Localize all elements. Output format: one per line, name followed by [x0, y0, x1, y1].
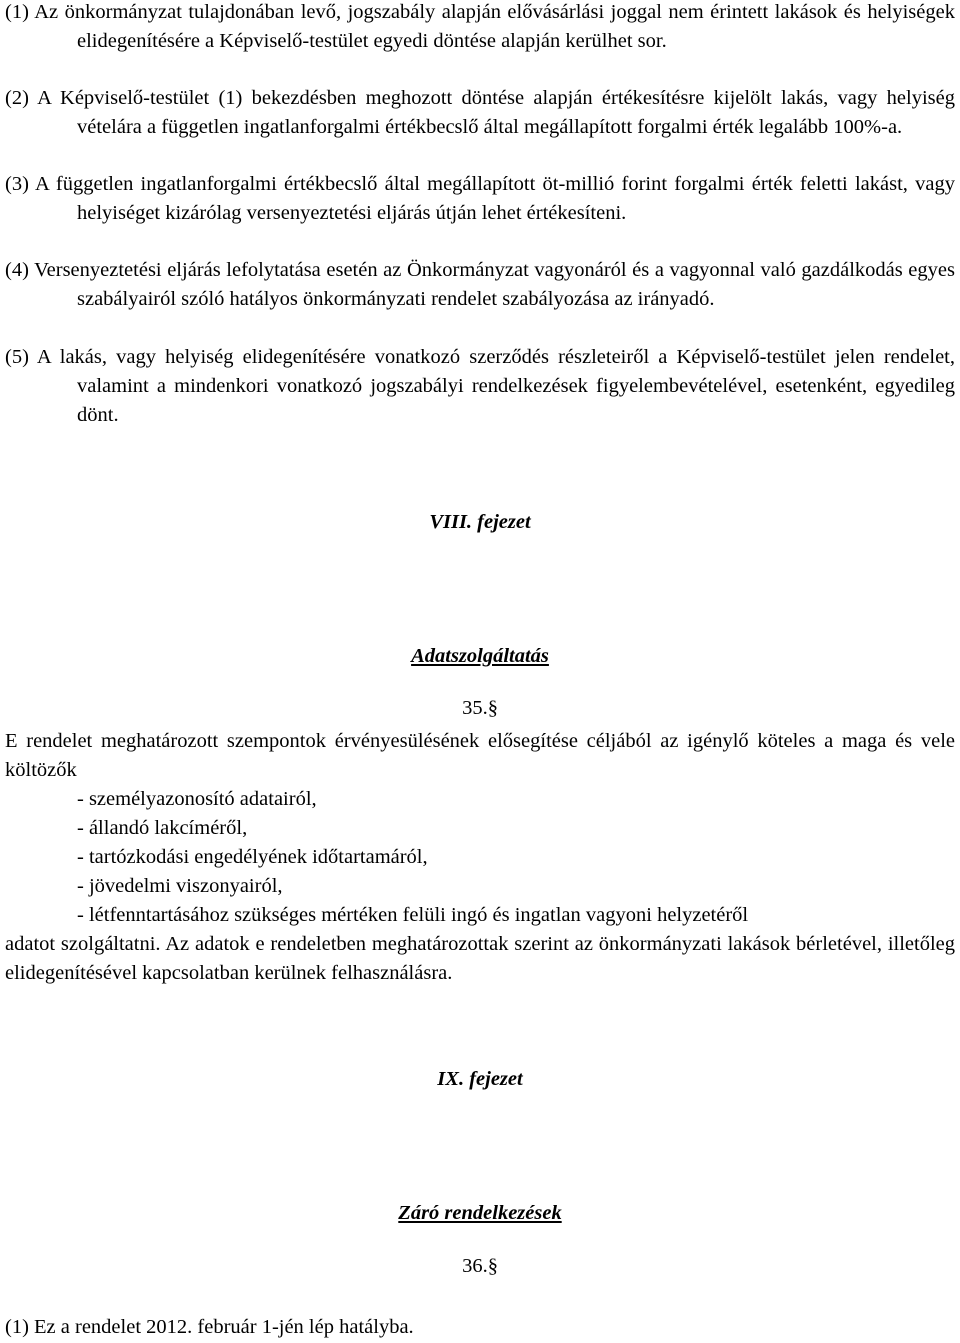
data-items-list [77, 785, 947, 930]
section-number-35: 35.§ [462, 697, 498, 719]
chapter-title-adatszolgaltatas [0, 645, 960, 668]
paragraph-2: (2) A Képviselő-testület (1) bekezdésben meghozott döntése alapján értékesítésre kijelölt lakás, vagy helyiség vételára a független ingatlanforgalmi értékbecslő által megállapított forgalmi érték legalább 100%-a. [5, 87, 955, 138]
chapter-title-text: Adatszolgáltatás [411, 645, 549, 667]
paragraph-5: (5) A lakás, vagy helyiség elidegenítésére vonatkozó szerződés részleteiről a Képviselő-testület jelen rendelet, valamint a mindenkori vonatkozó jogszabályi rendelkezések figyelembevételével, esetenként, egyedileg dönt. [5, 346, 955, 426]
list-item: - jövedelmi viszonyairól, [77, 875, 283, 897]
paragraph-4: (4) Versenyeztetési eljárás lefolytatása esetén az Önkormányzat vagyonáról és a vagyonnal való gazdálkodás egyes szabályairól szóló hatályos önkormányzati rendelet szabályozása az irányadó. [5, 259, 955, 310]
section-35-outro: adatot szolgáltatni. Az adatok e rendeletben meghatározottak szerint az önkormányzati lakások bérletével, illetőleg elidegenítésével kapcsolatban kerülnek felhasználásra. [5, 933, 955, 984]
list-item: - tartózkodási engedélyének időtartamáról, [77, 846, 428, 868]
chapter-heading-viii: VIII. fejezet [429, 511, 531, 533]
chapter-heading-ix: IX. fejezet [437, 1068, 523, 1090]
paragraph-3: (3) A független ingatlanforgalmi értékbecslő által megállapított öt-millió forint forgalmi érték feletti lakást, vagy helyiséget kizárólag versenyeztetési eljárás útján lehet értékesíteni. [5, 173, 955, 224]
chapter-title-text: Záró rendelkezések [398, 1202, 562, 1224]
section-36-paragraph: (1) Ez a rendelet 2012. február 1-jén lép hatályba. [5, 1316, 414, 1338]
list-item: - személyazonosító adatairól, [77, 788, 317, 810]
section-35-intro: E rendelet meghatározott szempontok érvényesülésének elősegítése céljából az igénylő köteles a maga és vele költözők [5, 730, 955, 781]
chapter-title-zaro [0, 1202, 960, 1225]
paragraph-1: (1) Az önkormányzat tulajdonában levő, jogszabály alapján elővásárlási joggal nem érintett lakások és helyiségek elidegenítésére a Képviselő-testület egyedi döntése alapján kerülhet sor. [5, 1, 955, 52]
section-number-36: 36.§ [462, 1255, 498, 1277]
list-item: - állandó lakcíméről, [77, 817, 248, 839]
list-item: - létfenntartásához szükséges mértéken felüli ingó és ingatlan vagyoni helyzetéről [77, 904, 749, 926]
